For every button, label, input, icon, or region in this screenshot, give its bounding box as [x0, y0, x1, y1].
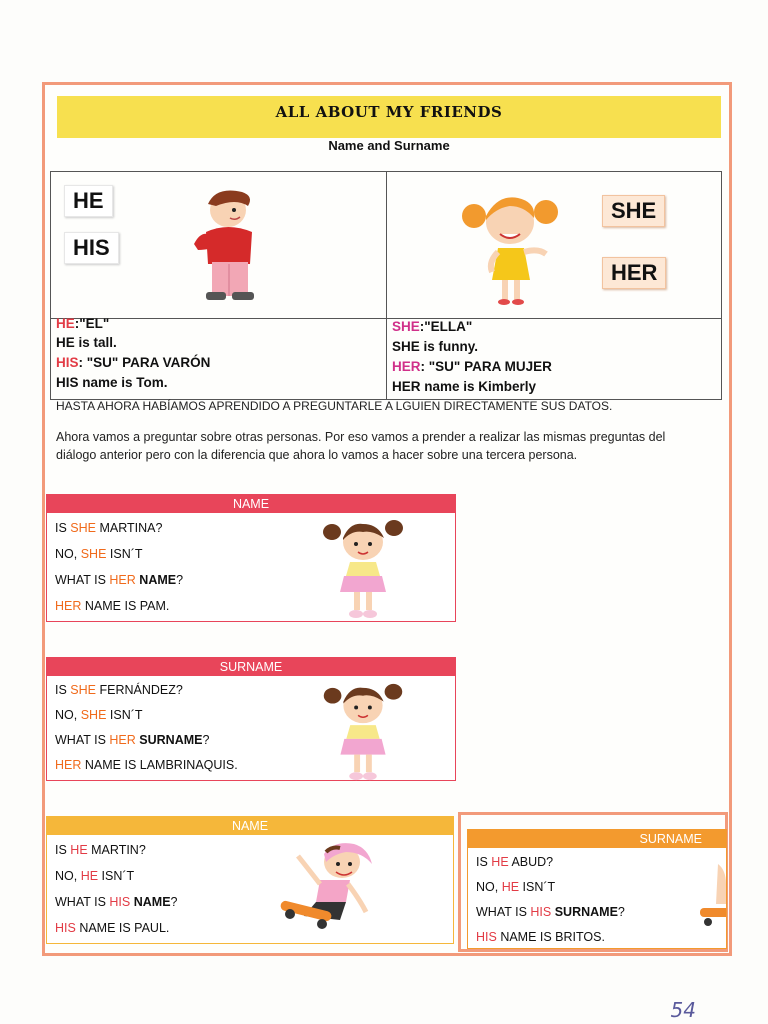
panel-he-surname	[458, 812, 728, 952]
skateboard-fragment-illustration	[698, 864, 726, 934]
note-line: HASTA AHORA HABÍAMOS APRENDIDO A PREGUNTARLE A LGUIEN DIRECTAMENTE SUS DATOS.	[56, 399, 613, 413]
rule-her-example: HER name is Kimberly	[392, 379, 537, 394]
rule-rest: : "SU" PARA VARÓN	[78, 355, 211, 370]
answer-line: HER NAME IS PAM.	[55, 599, 170, 613]
page-number: 54	[670, 998, 696, 1022]
table-divider-horizontal	[50, 318, 722, 319]
intro-paragraph: Ahora vamos a preguntar sobre otras personas. Por eso vamos a prender a realizar las mismas preguntas del diálogo anterior pero con la diferencia que ahora lo vamos a hacer sobre una tercera persona.	[56, 430, 666, 462]
rule-she-meaning	[392, 317, 472, 336]
panel-inner	[467, 829, 727, 949]
answer-line: HER NAME IS LAMBRINAQUIS.	[55, 758, 238, 772]
pigtail-girl-illustration	[322, 516, 404, 622]
panel-header: NAME	[47, 495, 455, 513]
rule-key: HIS	[56, 355, 79, 370]
answer-line: NO, SHE ISN´T	[55, 708, 143, 722]
panel-he-name	[46, 816, 454, 944]
question-line: WHAT IS HER SURNAME?	[55, 733, 210, 747]
pigtail-girl-illustration	[322, 680, 404, 784]
question-line: WHAT IS HIS SURNAME?	[476, 905, 625, 919]
question-line: WHAT IS HER NAME?	[55, 573, 184, 587]
question-line: IS HE MARTIN?	[55, 843, 146, 857]
answer-line: NO, HE ISN´T	[55, 869, 135, 883]
rule-key: HE	[56, 316, 75, 331]
answer-line: NO, HE ISN´T	[476, 880, 556, 894]
question-line: IS SHE MARTINA?	[55, 521, 163, 535]
question-line: WHAT IS HIS NAME?	[55, 895, 178, 909]
rule-his-meaning	[56, 353, 210, 372]
panel-lines	[468, 848, 726, 950]
answer-line: NO, SHE ISN´T	[55, 547, 143, 561]
rule-he-example: HE is tall.	[56, 335, 117, 350]
page-title: ALL ABOUT MY FRIENDS	[57, 96, 721, 138]
rule-key: HER	[392, 359, 421, 374]
rule-her-meaning	[392, 357, 552, 376]
rule-rest: :"ELLA"	[419, 319, 473, 334]
skater-boy-illustration	[276, 836, 382, 940]
answer-line: HIS NAME IS BRITOS.	[476, 930, 605, 944]
she-word-card: SHE	[602, 195, 665, 227]
rule-key: SHE	[392, 319, 420, 334]
question-line: IS SHE FERNÁNDEZ?	[55, 683, 183, 697]
girl-illustration	[458, 190, 562, 308]
panel-header: NAME	[47, 817, 453, 835]
his-word-card: HIS	[64, 232, 119, 264]
rule-rest: :"EL"	[74, 316, 110, 331]
rule-she-example: SHE is funny.	[392, 339, 479, 354]
question-line: IS HE ABUD?	[476, 855, 554, 869]
rule-he-meaning	[56, 314, 109, 333]
table-divider-vertical	[386, 171, 387, 400]
page-subtitle: Name and Surname	[328, 138, 450, 153]
her-word-card: HER	[602, 257, 666, 289]
answer-line: HIS NAME IS PAUL.	[55, 921, 170, 935]
panel-header: SURNAME	[468, 830, 726, 848]
rule-rest: : "SU" PARA MUJER	[420, 359, 552, 374]
panel-lines	[47, 835, 453, 941]
boy-illustration	[186, 184, 276, 306]
panel-header: SURNAME	[47, 658, 455, 676]
rule-his-example: HIS name is Tom.	[56, 375, 168, 390]
he-word-card: HE	[64, 185, 113, 217]
